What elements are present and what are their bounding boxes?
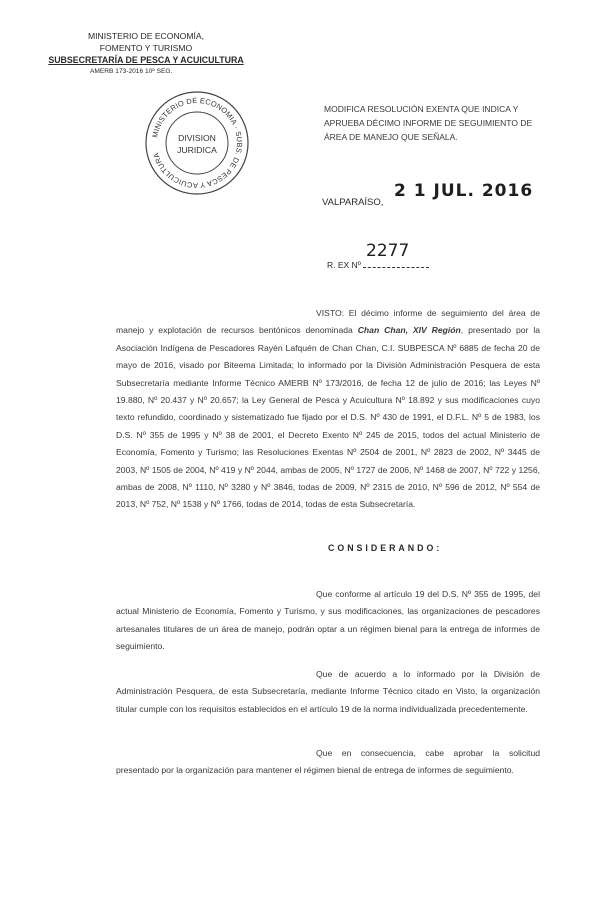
visto-text-a: El décimo informe de seguimiento del área de manejo y explotación de recursos bentónicos denominada: [116, 308, 540, 336]
reference-code: AMERB 173-2016 10ª SEG.: [90, 68, 173, 75]
visto-text-b: , presentado por la Asociación Indígena de Pescadores Rayén Lafquén de Chan Chan, C.I. SUBPESCA Nº 6885 de fecha 20 de mayo de 2016, visado por Biteema Limitada; lo informado por la División Administración Pesquera de esta Subsecretaría mediante Informe Técnico AMERB Nº 173/2016, de fecha 12 de julio de 2016; las Leyes Nº 19.880, Nº 20.437 y Nº 20.657; la Ley General de Pesca y Acuicultura Nº 18.892 y sus modificaciones cuyo texto refundido, coordinado y sistematizado fue fijado por el D.S. Nº 430 de 1991, el D.F.L. Nº 5 de 1983, los D.S. Nº 355 de 1995 y Nº 38 de 2001, el Decreto Exento Nº 245 de 2015, todos del actual Ministerio de Economía, Fomento y Turismo; las Resoluciones Exentas Nº 2504 de 2001, Nº 2823 de 2002, Nº 3445 de 2003, Nº 1505 de 2004, Nº 419 y Nº 2044, ambas de 2005, Nº 1727 de 2006, Nº 1468 de 2007, Nº 722 y 1256, ambas de 2008, Nº 1110, Nº 3280 y Nº 3846, todas de 2009, Nº 2315 de 2010, Nº 596 de 2012, Nº 554 de 2013, Nº 752, Nº 1538 y Nº 1766, todas de 2014, todas de esta Subsecretaría.: [116, 325, 541, 510]
considerando-2: [116, 666, 540, 718]
considerando-2-text: Que de acuerdo a lo informado por la División de Administración Pesquera, de esta Subsecretaría, mediante Informe Técnico citado en Visto, la organización titular cumple con los requisitos establecidos en el artículo 19 de la norma individualizada precedentemente.: [116, 669, 540, 714]
subsecretaria-line: SUBSECRETARÍA DE PESCA Y ACUICULTURA: [48, 55, 244, 65]
division-juridica-seal: [143, 89, 251, 197]
visto-paragraph: [116, 305, 540, 514]
considerando-heading: CONSIDERANDO:: [328, 543, 443, 553]
considerando-3-text: Que en consecuencia, cabe aprobar la solicitud presentado por la organización para mantener el régimen bienal de entrega de informes de seguimiento.: [116, 748, 540, 776]
letterhead: [46, 30, 246, 78]
rex-field: [327, 260, 429, 270]
seal-center-line1: DIVISION: [178, 133, 216, 143]
area-name: Chan Chan, XIV Región: [357, 325, 461, 336]
seal-ring-text: MINISTERIO DE ECONOMIA · SUBS. DE PESCA Y ACUICULTURA: [150, 95, 245, 191]
visto-label: VISTO:: [316, 308, 345, 318]
rex-label: R. EX Nº: [327, 260, 361, 270]
considerando-3: [116, 745, 540, 780]
ministry-line1: MINISTERIO DE ECONOMÍA,: [87, 31, 205, 41]
place: VALPARAÍSO,: [322, 197, 384, 208]
seal-center-line2: JURIDICA: [177, 145, 217, 155]
ministry-line2: FOMENTO Y TURISMO: [99, 43, 193, 53]
resolution-subject: MODIFICA RESOLUCIÓN EXENTA QUE INDICA Y APRUEBA DÉCIMO INFORME DE SEGUIMIENTO DE ÁREA DE MANEJO QUE SEÑALA.: [324, 104, 533, 142]
rex-underline: [363, 267, 429, 268]
considerando-1: [116, 586, 540, 656]
rex-number: 2277: [366, 241, 410, 261]
considerando-1-text: Que conforme al artículo 19 del D.S. Nº 355 de 1995, del actual Ministerio de Economía, Fomento y Turismo, y sus modificaciones, las organizaciones de pescadores artesanales titulares de un área de manejo, podrán optar a un régimen bienal para la entrega de informes de seguimiento.: [116, 589, 540, 652]
date-stamp: 2 1 JUL. 2016: [394, 181, 534, 201]
